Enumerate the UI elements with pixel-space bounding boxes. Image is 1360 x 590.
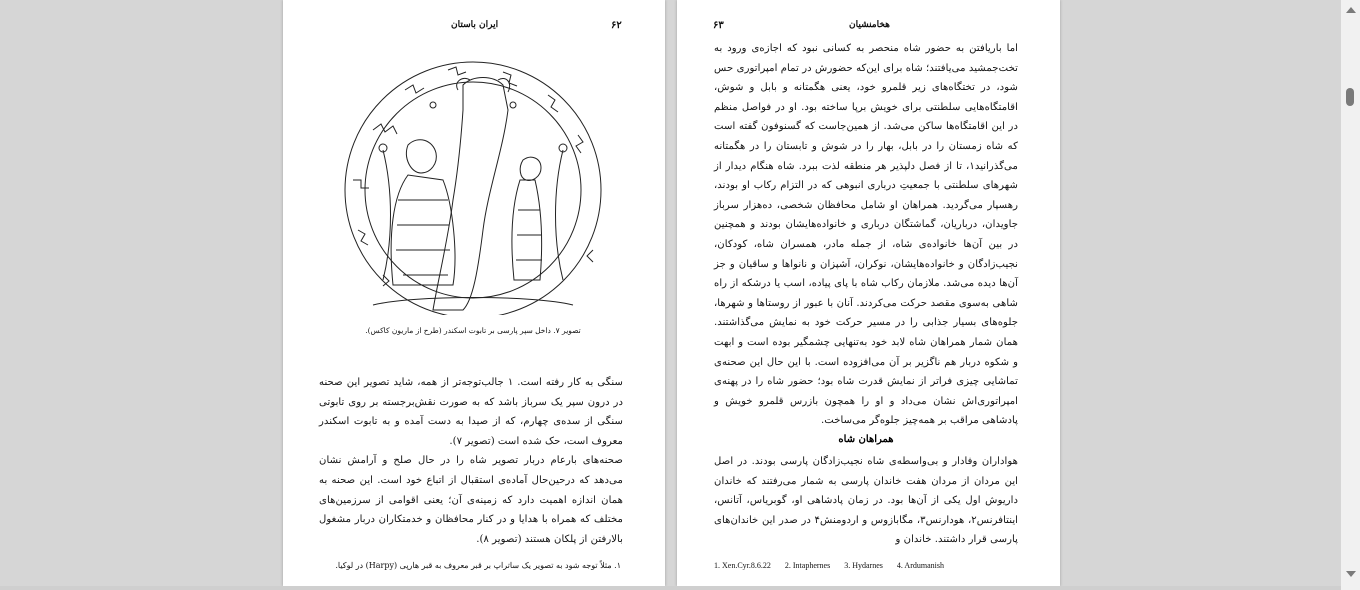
- footnote: 1. Xen.Cyr.8.6.22: [714, 561, 771, 570]
- body-text: [319, 373, 623, 549]
- body-text: [714, 39, 1018, 431]
- paragraph: صحنه‌های بارعام دربار تصویر شاه را در حال صلح و آرامش نشان می‌دهد که درحین‌حال آماده‌ی استقبال از اتباع خود است. این صحنه به همان اندازه اهمیت دارد که زمینه‌ی آن؛ یعنی اقوامی از سرزمین‌های مختلف که همراه با هدایا و در کنار محافظان و خدمتکاران دربار مشغول بالارفتن از پلکان هستند (تصویر ۸).: [319, 455, 623, 545]
- footnote: ۱. مثلاً توجه شود به تصویر یک ساتراپ بر قبر معروف به قبر هارپی (Harpy) در لوکیا.: [335, 561, 621, 570]
- running-header: هخامنشیان: [849, 20, 890, 30]
- vertical-scrollbar[interactable]: [1341, 0, 1360, 590]
- scroll-down-arrow-icon[interactable]: [1346, 571, 1356, 577]
- paragraph: هواداران وفادار و بی‌واسطه‌ی شاه نجیب‌زادگان پارسی بودند. در اصل این مردان از مردان هفت خاندان پارسی به شمار می‌رفتند که خاندان داریوش اول یکی از آن‌ها بود. در زمان پادشاهی او، گوبریاس، آتانس، اینتافرنس۲، هودارنس۳، مگابازوس و اردومنش۴ در صدر این خاندان‌های پارسی قرار داشتند. خاندان و: [714, 456, 1018, 546]
- footnote: 2. Intaphernes: [784, 561, 831, 570]
- page-63: [677, 0, 1060, 586]
- page-number: ۶۳: [713, 20, 724, 31]
- page-62: [283, 0, 665, 586]
- footnote: 3. Hydarnes: [844, 561, 883, 570]
- page-number: ۶۲: [611, 20, 622, 31]
- footnote: 4. Ardumanish: [896, 561, 944, 570]
- running-header: ایران باستان: [451, 20, 499, 30]
- shield-illustration: [313, 50, 623, 315]
- viewer-bottom-edge: [0, 586, 1341, 590]
- paragraph: اما باریافتن به حضور شاه منحصر به کسانی نبود که اجازه‌ی ورود به تخت‌جمشید می‌یافتند؛ شاه برای این‌که حضورش در تمام امپراتوری حس شود، در تختگاه‌های زیر قلمرو خود، یعنی هگمتانه و بابل و شوش، اقامتگاه‌هایی سلطنتی برای خویش برپا ساخته بود. او در فواصل منظم در این اقامتگاه‌ها ساکن می‌شد. از همین‌جاست که گسنوفون گفته است که شاه زمستان را در بابل، بهار را در شوش و تابستان را در هگمتانه می‌گذرانید۱، تا از فصل دلپذیر هر منطقه لذت ببرد. شاه هنگام دیدار از شهرهای سلطنتی با جمعیتِ درباری انبوهی که در التزام رکاب او بودند، رهسپار می‌گردید. همراهان او شامل محافظان شخصی، ده‌هزار سرباز جاویدان، درباریان، گماشتگان درباری و خانواده‌هایشان بودند و همچنین در بین آن‌ها خانواده‌ی شاه، از جمله مادر، همسران شاه، کودکان، نجیب‌زادگان و خانواده‌هایشان، نوکران، آشپزان و نانواها و ساقیان و جز آن‌ها دیده می‌شد. ملازمان رکاب شاه با پای پیاده، اسب یا درشکه از راه شاهی به‌سوی مقصد حرکت می‌کردند. آنان با عبور از روستاها و شهرها، جلوه‌های بسیار جذابی را در مسیر حرکت خود به نمایش می‌گذاشتند. همان شمار همراهان شاه لابد خود به‌تنهایی چشمگیر بوده است و ابهت و شکوه دربار هم ناگزیر بر آن می‌افزوده است. با این حال این صحنه‌ی تماشایی چیزی فراتر از نمایش قدرت شاه بود؛ حضور شاه را در پهنه‌ی امپراتوری‌اش نشان می‌داد و او را همچون بازرس قلمرو خویش و پادشاهی مراقب بر همه‌چیز جلوه‌گر می‌ساخت.: [714, 43, 1018, 427]
- footnotes: [714, 561, 1018, 570]
- section-title: همراهان شاه: [838, 434, 894, 445]
- body-text: [714, 452, 1018, 550]
- figure-caption: تصویر ۷. داخل سپر پارسی بر تابوت اسکندر (طرح از ماریون کاکس).: [365, 326, 581, 335]
- paragraph: سنگی به کار رفته است. ۱ جالب‌توجه‌تر از همه، شاید تصویر این صحنه در درون سپر یک سرباز باشد که به صورت نقش‌برجسته بر روی تابوتی سنگی از سده‌ی چهارم، که از صیدا به دست آمده و به تابوت اسکندر معروف است، حک شده است (تصویر ۷).: [319, 377, 623, 447]
- scroll-thumb[interactable]: [1346, 88, 1354, 106]
- scroll-up-arrow-icon[interactable]: [1346, 7, 1356, 13]
